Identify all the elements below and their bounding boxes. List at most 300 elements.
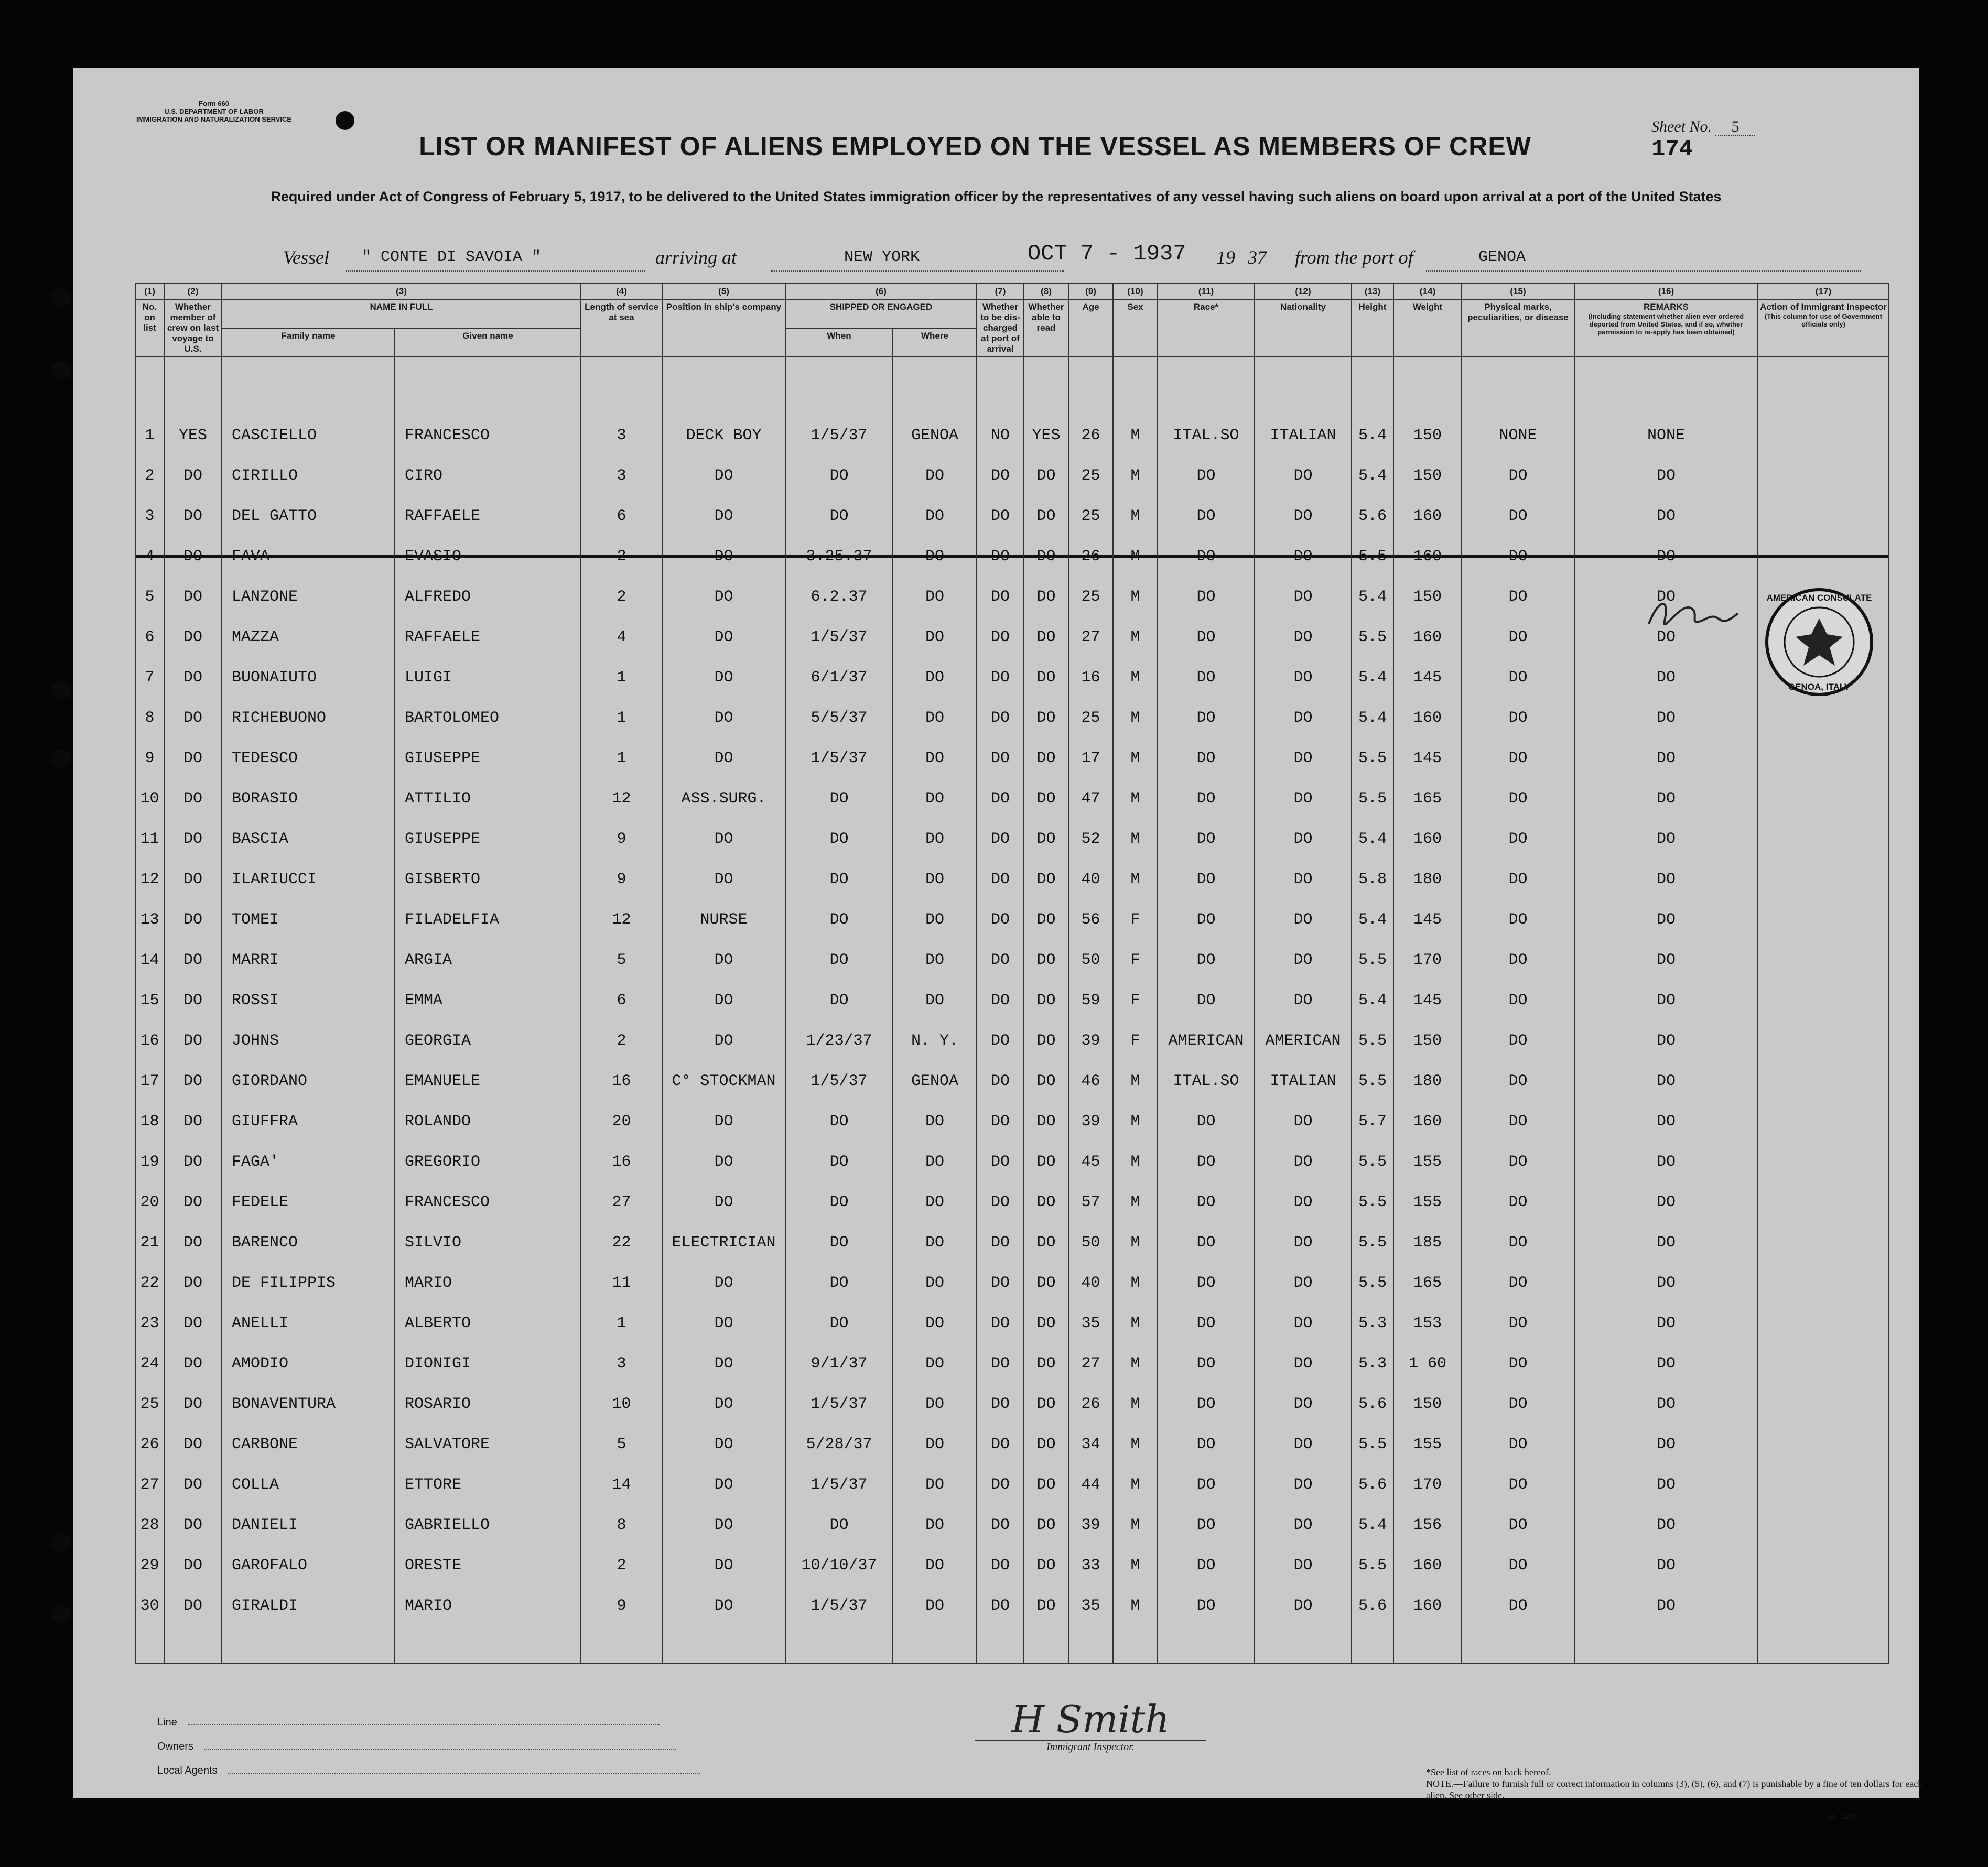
table-cell: 5.5 — [1352, 1424, 1393, 1464]
table-cell: 9 — [135, 738, 164, 778]
table-cell: DO — [1462, 577, 1574, 617]
table-cell: 27 — [1068, 1343, 1113, 1384]
table-cell: DO — [785, 940, 893, 980]
table-cell: DO — [1462, 940, 1574, 980]
table-row — [135, 1303, 1889, 1343]
table-cell: 25 — [1068, 698, 1113, 738]
table-cell: MAZZA — [222, 617, 395, 657]
table-row — [135, 1182, 1889, 1222]
table-cell: 150 — [1393, 1021, 1462, 1061]
table-cell: 3.25.37 — [785, 536, 893, 577]
table-cell: DO — [1574, 1343, 1758, 1384]
table-cell: DO — [977, 1182, 1024, 1222]
table-cell: 153 — [1393, 1303, 1462, 1343]
table-cell: DO — [1255, 1586, 1352, 1626]
footer-fields — [157, 1717, 700, 1789]
table-cell: DO — [1024, 577, 1068, 617]
table-cell: 5.3 — [1352, 1343, 1393, 1384]
table-cell: DO — [1024, 980, 1068, 1021]
table-cell: DO — [977, 617, 1024, 657]
table-cell: DO — [977, 455, 1024, 496]
table-cell: DO — [1574, 819, 1758, 859]
table-cell: DO — [1158, 1545, 1255, 1586]
table-cell: 44 — [1068, 1464, 1113, 1505]
arrival-port: NEW YORK — [844, 248, 920, 266]
table-cell: FEDELE — [222, 1182, 395, 1222]
table-cell — [1758, 819, 1889, 859]
table-cell: EMANUELE — [395, 1061, 581, 1101]
table-cell: MARIO — [395, 1586, 581, 1626]
table-cell: DO — [662, 1303, 785, 1343]
table-cell: 2 — [581, 536, 662, 577]
table-row — [135, 577, 1889, 617]
table-cell: 12 — [581, 899, 662, 940]
table-cell: DO — [977, 536, 1024, 577]
table-cell: DO — [977, 1303, 1024, 1343]
table-cell — [1758, 698, 1889, 738]
table-cell: 3 — [581, 455, 662, 496]
table-cell: DE FILIPPIS — [222, 1263, 395, 1303]
table-cell: 7 — [135, 657, 164, 698]
table-cell: ROSSI — [222, 980, 395, 1021]
owners-label: Owners — [157, 1741, 193, 1752]
table-cell: 5.4 — [1352, 1505, 1393, 1545]
col-remarks: REMARKS (Including statement whether alien ever ordered deported from United States, and if so, whether permission to re-apply has been obtained) — [1574, 299, 1758, 357]
table-cell: DO — [164, 455, 222, 496]
table-cell: ITALIAN — [1255, 1061, 1352, 1101]
table-cell: RAFFAELE — [395, 496, 581, 536]
table-cell: 2 — [581, 1545, 662, 1586]
table-cell: DO — [1574, 1222, 1758, 1263]
table-cell: 26 — [1068, 357, 1113, 455]
table-row — [135, 1222, 1889, 1263]
arrival-date-stamp: OCT 7 - 1937 — [1028, 241, 1186, 266]
table-cell: ROLANDO — [395, 1101, 581, 1142]
table-cell: DO — [1255, 940, 1352, 980]
table-cell: DO — [977, 657, 1024, 698]
table-cell: DO — [977, 1424, 1024, 1464]
table-cell: DO — [1462, 819, 1574, 859]
table-cell: 170 — [1393, 940, 1462, 980]
table-cell: DO — [1024, 1222, 1068, 1263]
vessel-name: " CONTE DI SAVOIA " — [362, 248, 542, 266]
table-cell — [1758, 1222, 1889, 1263]
table-cell: DO — [1158, 577, 1255, 617]
table-cell: M — [1113, 1505, 1158, 1545]
table-cell — [1758, 1343, 1889, 1384]
table-cell: GIUSEPPE — [395, 738, 581, 778]
table-cell: 11 — [581, 1263, 662, 1303]
table-cell: 160 — [1393, 698, 1462, 738]
table-cell: F — [1113, 980, 1158, 1021]
table-cell: GIUSEPPE — [395, 819, 581, 859]
table-cell: DO — [1158, 778, 1255, 819]
table-cell: DO — [977, 1384, 1024, 1424]
table-cell: 6 — [581, 496, 662, 536]
table-cell: 5/28/37 — [785, 1424, 893, 1464]
col-name-in-full: NAME IN FULL — [222, 299, 581, 328]
table-cell: ETTORE — [395, 1464, 581, 1505]
table-cell: 5 — [581, 940, 662, 980]
table-cell: DO — [977, 1101, 1024, 1142]
table-cell: DECK BOY — [662, 357, 785, 455]
table-cell: DO — [893, 778, 977, 819]
form-code: 14—1240 — [1827, 1812, 1857, 1820]
col-inspector-action: Action of Immigrant Inspector (This column for use of Government officials only) — [1758, 299, 1889, 357]
table-cell: DO — [1158, 657, 1255, 698]
table-cell: DO — [164, 1505, 222, 1545]
table-cell: DO — [893, 698, 977, 738]
table-cell: DO — [1158, 1263, 1255, 1303]
table-cell: DO — [164, 1222, 222, 1263]
table-cell: 1 60 — [1393, 1343, 1462, 1384]
table-cell: ITAL.SO — [1158, 1061, 1255, 1101]
table-cell: DO — [164, 1545, 222, 1586]
table-cell: GAROFALO — [222, 1545, 395, 1586]
table-cell: DO — [785, 1303, 893, 1343]
table-cell: DO — [1255, 1182, 1352, 1222]
table-cell: 4 — [135, 536, 164, 577]
table-cell — [1758, 778, 1889, 819]
table-cell: 160 — [1393, 617, 1462, 657]
table-cell: 1/5/37 — [785, 1384, 893, 1424]
table-cell: 1/5/37 — [785, 1586, 893, 1626]
table-cell: DO — [1462, 1222, 1574, 1263]
table-cell: DO — [662, 1464, 785, 1505]
table-cell: DO — [1024, 819, 1068, 859]
table-cell: DO — [1574, 1061, 1758, 1101]
binder-hole — [51, 288, 70, 307]
table-cell: 47 — [1068, 778, 1113, 819]
table-cell: DO — [1574, 1505, 1758, 1545]
table-cell: 28 — [135, 1505, 164, 1545]
table-cell: DO — [1462, 1182, 1574, 1222]
table-cell — [1758, 1021, 1889, 1061]
table-cell: 160 — [1393, 1545, 1462, 1586]
table-cell: DO — [1255, 496, 1352, 536]
table-cell: GENOA — [893, 357, 977, 455]
table-cell: 25 — [135, 1384, 164, 1424]
table-cell: 5.5 — [1352, 738, 1393, 778]
table-cell: 12 — [581, 778, 662, 819]
table-cell: DO — [1255, 1222, 1352, 1263]
table-cell: DO — [1158, 1101, 1255, 1142]
table-cell: DANIELI — [222, 1505, 395, 1545]
table-cell: DO — [1255, 657, 1352, 698]
table-cell: 6 — [135, 617, 164, 657]
table-cell: GISBERTO — [395, 859, 581, 899]
table-cell: DO — [1574, 455, 1758, 496]
inspector-signature: H Smith — [1011, 1697, 1170, 1741]
form-identifier: Form 660 U.S. DEPARTMENT OF LABOR IMMIGRATION AND NATURALIZATION SERVICE — [136, 100, 292, 123]
table-cell: 10 — [135, 778, 164, 819]
table-cell: DO — [1024, 536, 1068, 577]
table-cell: 160 — [1393, 819, 1462, 859]
col-where: Where — [893, 328, 977, 357]
table-row — [135, 496, 1889, 536]
table-cell: DO — [1574, 940, 1758, 980]
table-cell: CIRILLO — [222, 455, 395, 496]
table-cell: 3 — [135, 496, 164, 536]
table-cell: DO — [785, 1222, 893, 1263]
table-cell: DEL GATTO — [222, 496, 395, 536]
table-cell: M — [1113, 1303, 1158, 1343]
table-cell: DO — [164, 899, 222, 940]
table-cell: DO — [977, 1586, 1024, 1626]
table-cell: DO — [1255, 455, 1352, 496]
table-cell — [1758, 940, 1889, 980]
inspector-caption: Immigrant Inspector. — [975, 1740, 1206, 1753]
table-row — [135, 698, 1889, 738]
table-cell — [1758, 1545, 1889, 1586]
table-cell: 5.4 — [1352, 899, 1393, 940]
table-cell: 145 — [1393, 738, 1462, 778]
table-cell: COLLA — [222, 1464, 395, 1505]
binder-hole — [51, 362, 70, 381]
binder-hole — [51, 681, 70, 700]
table-cell: 160 — [1393, 1101, 1462, 1142]
svg-text:GENOA, ITALY: GENOA, ITALY — [1788, 682, 1851, 692]
table-cell: M — [1113, 778, 1158, 819]
table-cell: ROSARIO — [395, 1384, 581, 1424]
table-cell: DO — [1255, 980, 1352, 1021]
table-cell: DO — [893, 1505, 977, 1545]
table-cell: DO — [164, 980, 222, 1021]
table-cell: DO — [1158, 940, 1255, 980]
table-cell: 5.6 — [1352, 1586, 1393, 1626]
table-cell: SILVIO — [395, 1222, 581, 1263]
table-cell: DO — [164, 1464, 222, 1505]
table-cell: DO — [164, 940, 222, 980]
table-cell: DO — [1462, 1464, 1574, 1505]
table-cell: 5.5 — [1352, 1182, 1393, 1222]
table-row — [135, 859, 1889, 899]
table-cell: DO — [1158, 1424, 1255, 1464]
table-cell: 50 — [1068, 940, 1113, 980]
table-cell: RAFFAELE — [395, 617, 581, 657]
table-cell: 18 — [135, 1101, 164, 1142]
table-cell: 11 — [135, 819, 164, 859]
table-cell: DO — [1158, 1464, 1255, 1505]
table-cell: DO — [893, 1101, 977, 1142]
table-cell: DO — [164, 1021, 222, 1061]
table-cell: M — [1113, 819, 1158, 859]
table-cell: NONE — [1574, 357, 1758, 455]
table-cell: DO — [1574, 738, 1758, 778]
table-cell: 145 — [1393, 657, 1462, 698]
table-cell: 14 — [135, 940, 164, 980]
table-cell: 45 — [1068, 1142, 1113, 1182]
table-cell: AMERICAN — [1158, 1021, 1255, 1061]
table-cell: AMERICAN — [1255, 1021, 1352, 1061]
table-cell: ITAL.SO — [1158, 357, 1255, 455]
table-cell: CIRO — [395, 455, 581, 496]
table-cell: 5.5 — [1352, 1545, 1393, 1586]
table-cell: M — [1113, 357, 1158, 455]
table-cell: DO — [164, 1586, 222, 1626]
table-cell: 1 — [581, 657, 662, 698]
table-cell: DO — [1574, 1545, 1758, 1586]
table-cell: FILADELFIA — [395, 899, 581, 940]
table-cell: DO — [662, 698, 785, 738]
table-cell: DO — [1024, 899, 1068, 940]
table-cell: DO — [1462, 1545, 1574, 1586]
table-cell — [1758, 1101, 1889, 1142]
table-cell: DO — [164, 496, 222, 536]
col-weight: Weight — [1393, 299, 1462, 357]
table-cell: 1/5/37 — [785, 1061, 893, 1101]
table-cell: DO — [662, 1545, 785, 1586]
from-port-label: from the port of — [1295, 247, 1413, 268]
table-cell: DO — [1024, 657, 1068, 698]
table-cell: 5.4 — [1352, 980, 1393, 1021]
table-cell: DO — [164, 577, 222, 617]
table-cell: DO — [1255, 1545, 1352, 1586]
table-cell: MARRI — [222, 940, 395, 980]
table-cell: DO — [893, 1263, 977, 1303]
table-cell: DO — [785, 1263, 893, 1303]
table-cell: 5.6 — [1352, 1384, 1393, 1424]
table-cell: 25 — [1068, 496, 1113, 536]
table-cell: DO — [662, 1343, 785, 1384]
table-cell: M — [1113, 1384, 1158, 1424]
year-prefix: 19 — [1216, 247, 1235, 268]
table-cell: DO — [977, 1263, 1024, 1303]
table-cell: DO — [1158, 1343, 1255, 1384]
table-cell: 39 — [1068, 1505, 1113, 1545]
table-cell: DO — [1255, 899, 1352, 940]
table-cell: DO — [1462, 1424, 1574, 1464]
table-cell: DO — [1574, 496, 1758, 536]
table-cell: GIRALDI — [222, 1586, 395, 1626]
table-cell: ELECTRICIAN — [662, 1222, 785, 1263]
table-cell: 165 — [1393, 778, 1462, 819]
table-cell: 5.5 — [1352, 1061, 1393, 1101]
table-cell: BUONAIUTO — [222, 657, 395, 698]
table-cell: DO — [1255, 617, 1352, 657]
table-cell: 180 — [1393, 859, 1462, 899]
col-family-name: Family name — [222, 328, 395, 357]
table-cell: 20 — [581, 1101, 662, 1142]
crew-rows — [135, 357, 1889, 1626]
table-cell: DO — [1462, 1021, 1574, 1061]
table-cell: DO — [785, 778, 893, 819]
table-cell: F — [1113, 1021, 1158, 1061]
table-cell: DO — [1024, 1061, 1068, 1101]
table-cell: DO — [1462, 1101, 1574, 1142]
table-cell: JOHNS — [222, 1021, 395, 1061]
table-cell: 6 — [581, 980, 662, 1021]
table-cell: DO — [785, 859, 893, 899]
table-cell: 4 — [581, 617, 662, 657]
col-physical-marks: Physical marks, peculiarities, or disease — [1462, 299, 1574, 357]
table-cell: DO — [164, 617, 222, 657]
table-cell: DO — [1024, 1424, 1068, 1464]
table-cell: DO — [1024, 1303, 1068, 1343]
col-crew-last-voyage: Whether member of crew on last voyage to U.S. — [164, 299, 222, 357]
table-cell: DO — [1462, 617, 1574, 657]
handwritten-initials — [1638, 592, 1759, 639]
table-cell: GABRIELLO — [395, 1505, 581, 1545]
table-cell: ALFREDO — [395, 577, 581, 617]
table-cell: DO — [785, 899, 893, 940]
table-cell: DO — [1158, 1222, 1255, 1263]
table-cell: DO — [1024, 1021, 1068, 1061]
table-cell: DO — [662, 1384, 785, 1424]
table-cell: DO — [1024, 1101, 1068, 1142]
table-cell: 17 — [1068, 738, 1113, 778]
table-cell: TOMEI — [222, 899, 395, 940]
table-cell: M — [1113, 536, 1158, 577]
footnote: *See list of races on back hereof. NOTE.—Failure to furnish full or correct information in columns (3), (5), (6), and (7) is punishable by a fine of ten dollars for each alien. See other side. — [1426, 1767, 1923, 1800]
table-cell: DO — [1024, 698, 1068, 738]
table-cell: DO — [1158, 1182, 1255, 1222]
table-cell: 1 — [581, 698, 662, 738]
table-cell: DO — [1255, 1303, 1352, 1343]
table-cell: DO — [164, 1263, 222, 1303]
table-cell: DO — [1024, 455, 1068, 496]
table-cell: 6.2.37 — [785, 577, 893, 617]
table-cell: 145 — [1393, 899, 1462, 940]
table-cell: 5.5 — [1352, 778, 1393, 819]
table-cell: DO — [977, 980, 1024, 1021]
table-cell: 5.5 — [1352, 536, 1393, 577]
table-cell: DO — [785, 1182, 893, 1222]
table-cell: 16 — [581, 1061, 662, 1101]
table-cell: DO — [1024, 859, 1068, 899]
table-cell: GENOA — [893, 1061, 977, 1101]
table-cell: DIONIGI — [395, 1343, 581, 1384]
table-cell — [1758, 1586, 1889, 1626]
table-row — [135, 1061, 1889, 1101]
table-cell: DO — [662, 980, 785, 1021]
table-cell: DO — [662, 496, 785, 536]
col-when: When — [785, 328, 893, 357]
table-cell: BORASIO — [222, 778, 395, 819]
table-cell: 155 — [1393, 1424, 1462, 1464]
table-cell: DO — [662, 657, 785, 698]
table-cell: DO — [1462, 738, 1574, 778]
table-cell — [1758, 738, 1889, 778]
table-cell: DO — [164, 1142, 222, 1182]
table-cell: DO — [1024, 1384, 1068, 1424]
table-cell: 40 — [1068, 859, 1113, 899]
table-cell: DO — [977, 819, 1024, 859]
table-cell: M — [1113, 1464, 1158, 1505]
table-cell: DO — [893, 1182, 977, 1222]
table-cell: DO — [785, 1142, 893, 1182]
crew-manifest-table — [135, 283, 1889, 1664]
table-cell: DO — [1158, 1505, 1255, 1545]
table-cell — [1758, 536, 1889, 577]
table-cell — [1758, 1424, 1889, 1464]
col-shipped-or-engaged: SHIPPED OR ENGAGED — [785, 299, 977, 328]
table-cell: M — [1113, 738, 1158, 778]
table-row — [135, 1101, 1889, 1142]
table-cell: DO — [1158, 536, 1255, 577]
table-cell: DO — [1255, 698, 1352, 738]
table-cell: 21 — [135, 1222, 164, 1263]
table-row — [135, 1343, 1889, 1384]
table-cell: M — [1113, 657, 1158, 698]
table-cell: 1/5/37 — [785, 617, 893, 657]
table-cell: NURSE — [662, 899, 785, 940]
table-cell: M — [1113, 698, 1158, 738]
table-cell: DO — [662, 859, 785, 899]
table-cell: 25 — [1068, 577, 1113, 617]
table-cell: DO — [662, 455, 785, 496]
table-cell: 2 — [581, 1021, 662, 1061]
